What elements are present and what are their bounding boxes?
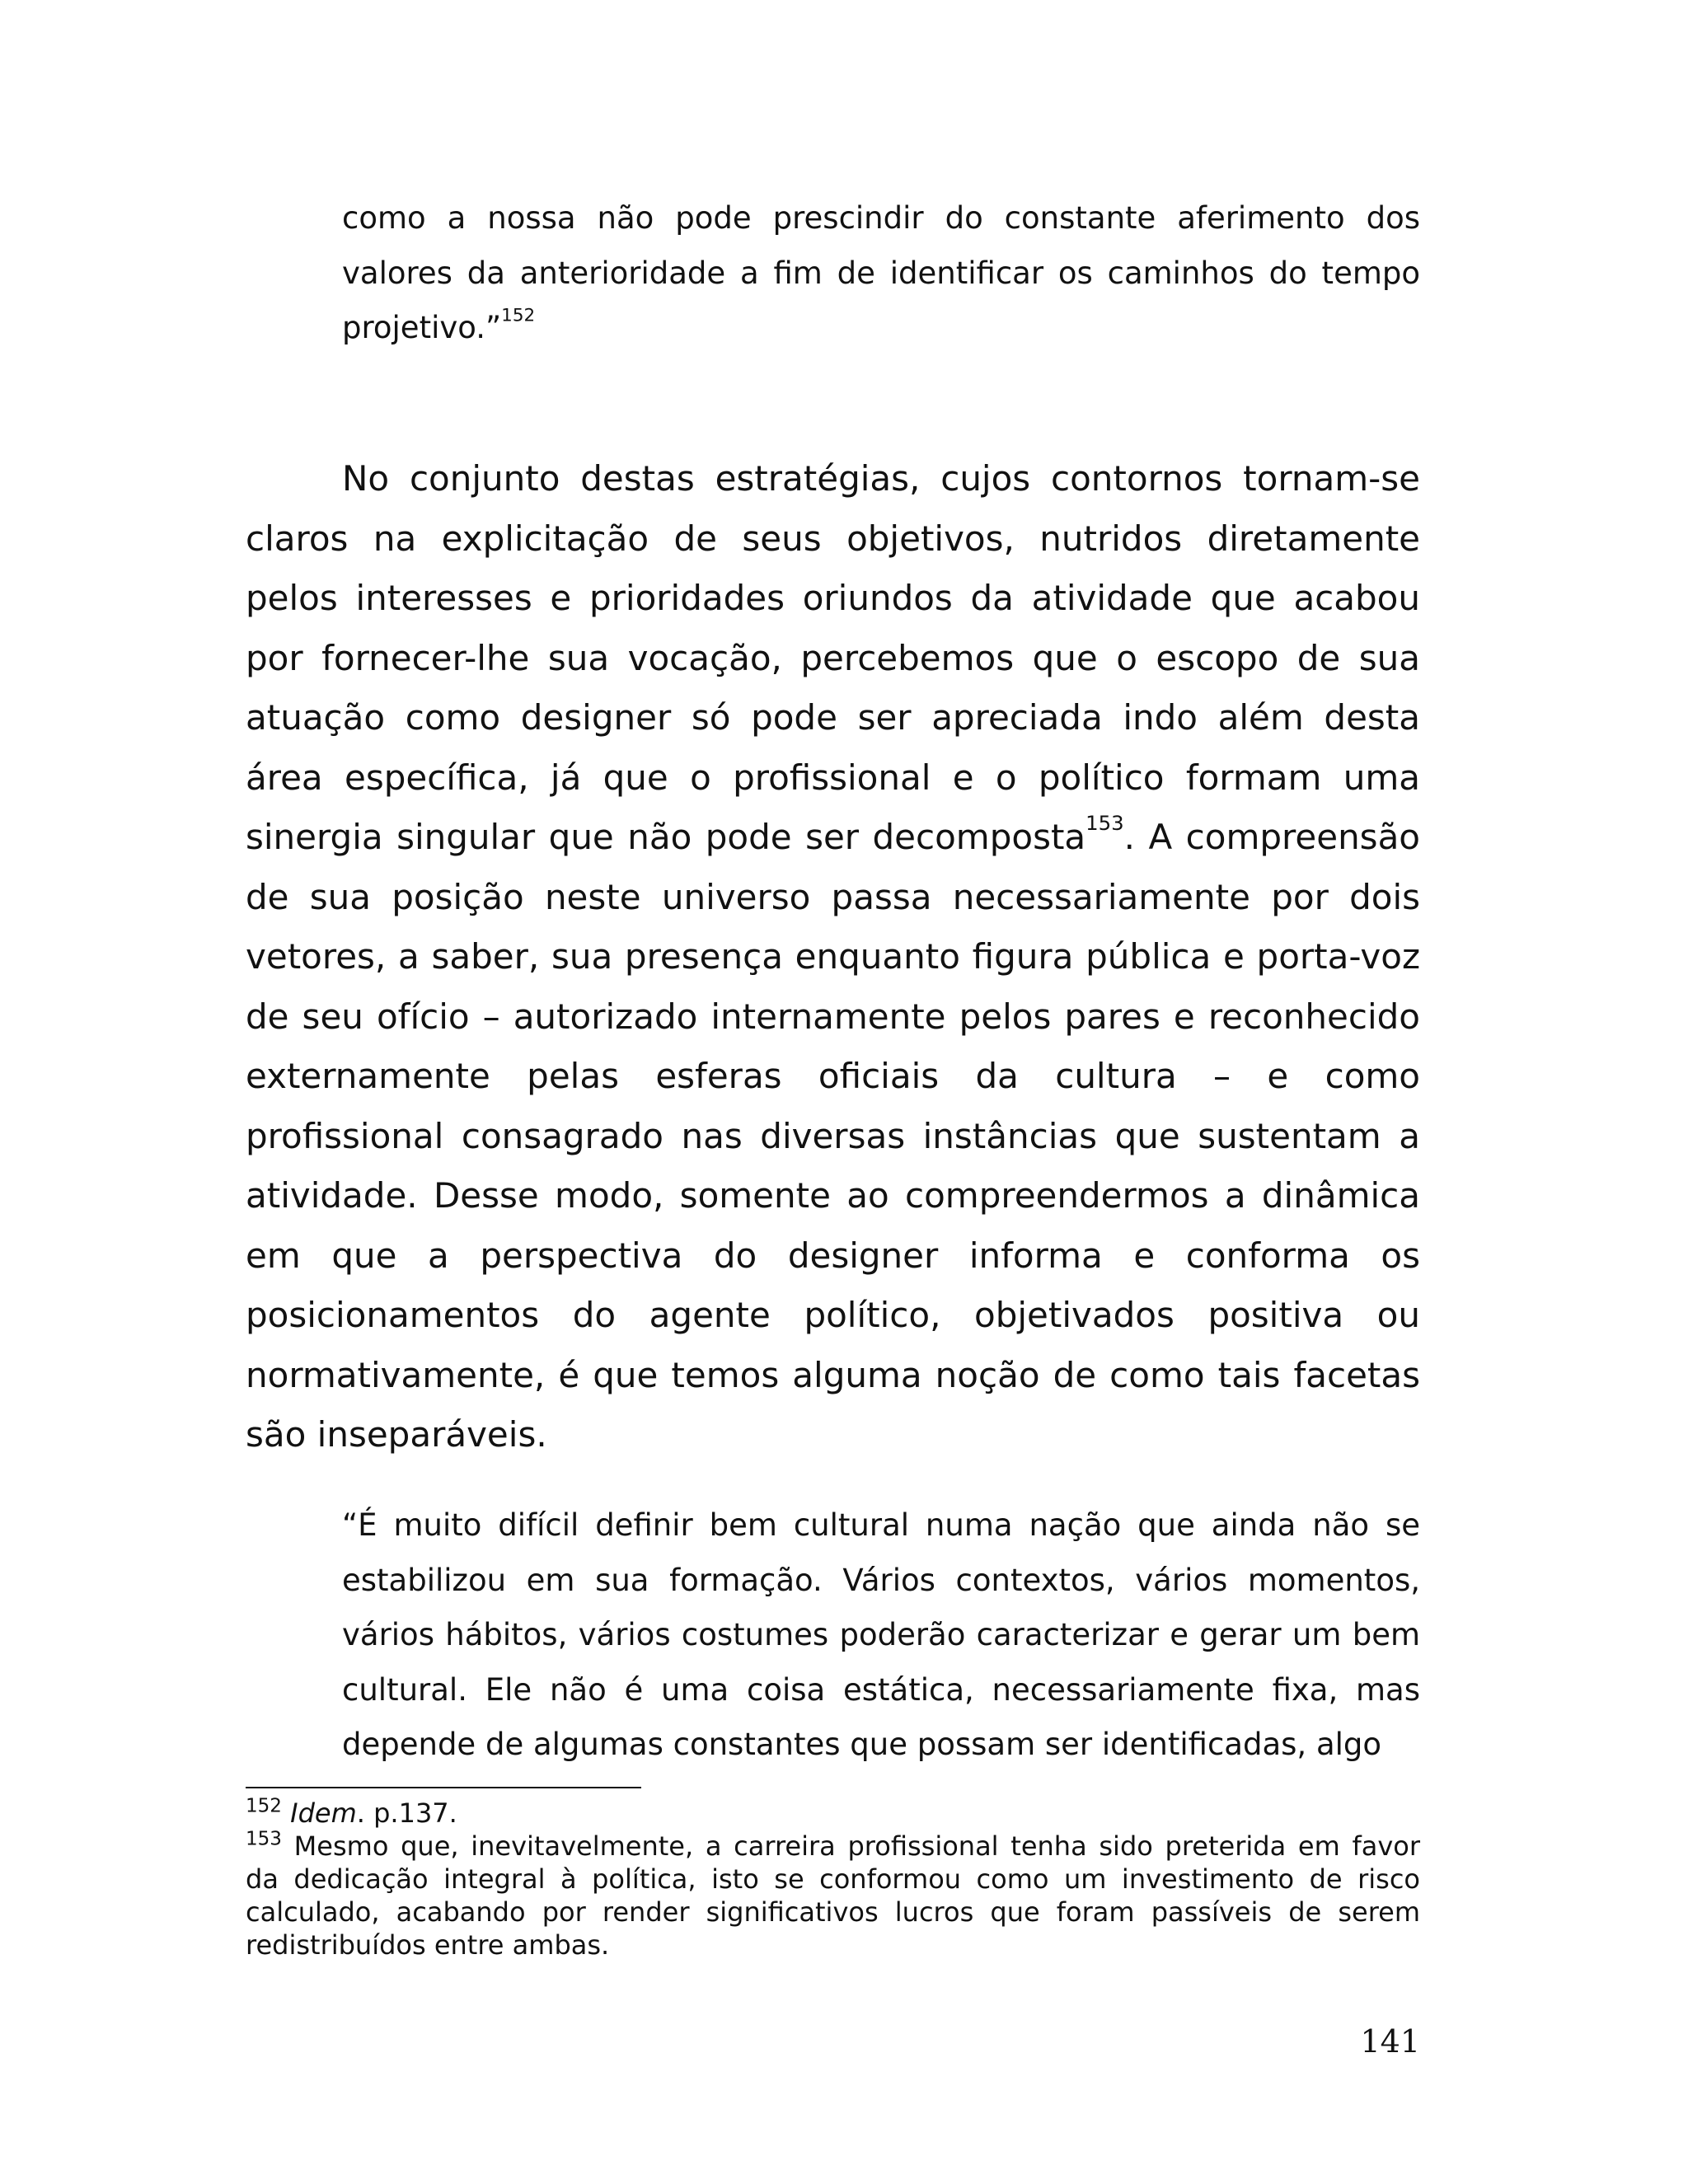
footnote-ref-152[interactable]: 152	[501, 305, 536, 326]
paragraph-text-part1: No conjunto destas estratégias, cujos contornos tornam-se claros na explicitação de seus objetivos, nutridos diretamente pelos interesses e prioridades oriundos da atividade que acabou por fornecer-lhe sua vocação, percebemos que o escopo de sua atuação como designer só pode ser apreciada indo além desta área específica, já que o profissional e o político formam uma sinergia singular que não pode ser decomposta	[246, 458, 1420, 857]
footnote-italic-text: Idem	[290, 1797, 357, 1829]
footnote-152	[246, 1797, 1420, 1830]
quote-text: “É muito difícil definir bem cultural numa nação que ainda não se estabilizou em sua formação. Vários contextos, vários momentos, vários hábitos, vários costumes poderão caracterizar e gerar um bem cultural. Ele não é uma coisa estática, necessariamente fixa, mas depende de algumas constantes que possam ser identificadas, algo	[342, 1507, 1420, 1762]
footnote-153	[246, 1830, 1420, 1961]
quote-text: como a nossa não pode prescindir do constante aferimento dos valores da anterioridade a fim de identificar os caminhos do tempo projetivo.”	[342, 200, 1420, 345]
footnote-text: Mesmo que, inevitavelmente, a carreira profissional tenha sido preterida em favor da dedicação integral à política, isto se conformou como um investimento de risco calculado, acabando por render significativos lucros que foram passíveis de serem redistribuídos entre ambas.	[246, 1830, 1420, 1961]
footnote-number: 152	[246, 1795, 282, 1817]
block-quote	[342, 1498, 1420, 1773]
paragraph-text-part2: . A compreensão de sua posição neste universo passa necessariamente por dois vetores, a saber, sua presença enquanto figura pública e porta-voz de seu ofício – autorizado internamente pelos pares e reconhecido externamente pelas esferas oficiais da cultura – e como profissional consagrado nas diversas instâncias que sustentam a atividade. Desse modo, somente ao compreendermos a dinâmica em que a perspectiva do designer informa e conforma os posicionamentos do agente político, objetivados positiva ou normativamente, é que temos alguma noção de como tais facetas são inseparáveis.	[246, 817, 1420, 1455]
block-quote-continuation	[342, 191, 1420, 356]
footnote-text: . p.137.	[356, 1797, 457, 1829]
footnotes	[246, 1797, 1420, 1961]
footnote-number: 153	[246, 1828, 282, 1850]
body-paragraph	[246, 449, 1420, 1465]
footnote-separator	[246, 1787, 641, 1788]
page-number: 141	[1360, 2023, 1420, 2060]
footnote-ref-153[interactable]: 153	[1085, 810, 1124, 835]
